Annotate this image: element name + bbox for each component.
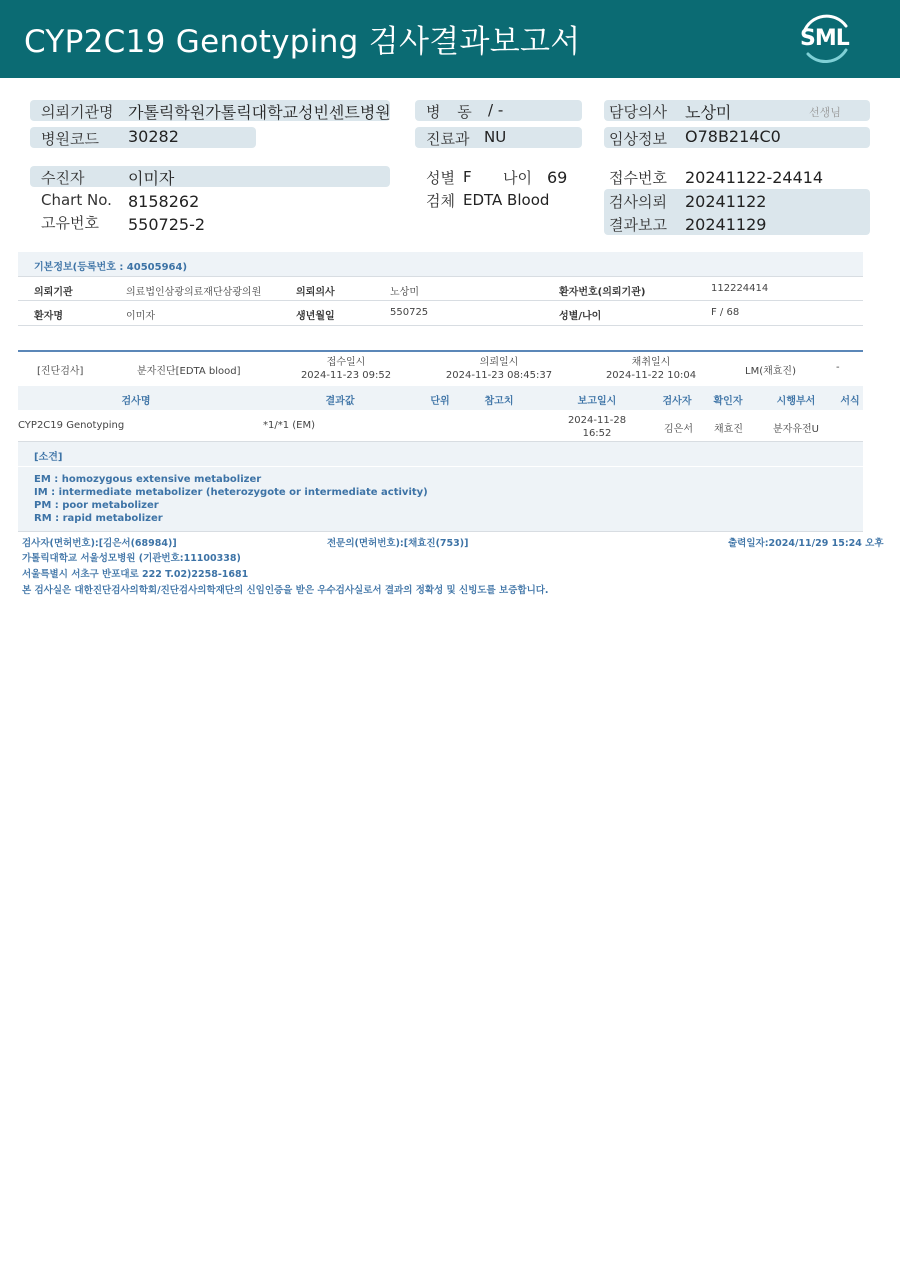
divider: [18, 276, 863, 277]
hospital-code-value: 30282: [128, 127, 179, 146]
col-unit: 단위: [430, 396, 450, 407]
footer-tester: 검사자(면허번호):[김은서(68984)]: [22, 538, 177, 549]
receipt-label: 접수번호: [609, 169, 667, 187]
diag-request: [444, 356, 554, 382]
chart-no-value: 8158262: [128, 192, 200, 211]
diag-collect-value: 2024-11-22 10:04: [605, 370, 697, 381]
report-label: 결과보고: [609, 216, 667, 234]
diag-type: 분자진단[EDTA blood]: [137, 366, 241, 377]
finding-line: EM : homozygous extensive metabolizer: [34, 474, 262, 485]
diag-category: [진단검사]: [37, 366, 84, 377]
department-value: NU: [484, 128, 507, 146]
basic-birth-label: 생년월일: [296, 311, 335, 322]
logo-text: SML: [800, 26, 849, 51]
basic-sexage-label: 성별/나이: [559, 311, 602, 322]
diag-collect: [600, 356, 702, 382]
doctor-value: 노상미: [685, 103, 732, 122]
basic-doc-label: 의뢰의사: [296, 287, 335, 298]
unique-no-value: 550725-2: [128, 215, 206, 234]
basic-birth-value: 550725: [390, 307, 429, 318]
ward-value: / -: [488, 101, 504, 119]
finding-line: PM : poor metabolizer: [34, 500, 159, 511]
diag-request-value: 2024-11-23 08:45:37: [445, 370, 553, 381]
footer-hospital: 가톨릭대학교 서울성모병원 (기관번호:11100338): [22, 553, 241, 564]
basic-inst-label: 의뢰기관: [34, 287, 73, 298]
col-form: 서식: [840, 396, 860, 407]
report-title: CYP2C19 Genotyping 검사결과보고서: [24, 24, 581, 60]
request-label: 검사의뢰: [609, 193, 667, 211]
patient-value: 이미자: [128, 169, 175, 188]
col-confirmer: 확인자: [713, 396, 743, 407]
divider: [18, 300, 863, 301]
finding-line: IM : intermediate metabolizer (heterozygote or intermediate activity): [34, 487, 428, 498]
unique-no-label: 고유번호: [41, 214, 99, 232]
hospital-code-label: 병원코드: [41, 130, 99, 148]
divider: [18, 325, 863, 326]
patient-label: 수진자: [41, 169, 85, 187]
age-value: 69: [547, 168, 568, 187]
result-dept: 분자유전U: [773, 424, 819, 435]
diag-collect-label: 채취일시: [631, 357, 671, 368]
divider: [18, 531, 863, 532]
sex-value: F: [463, 168, 472, 186]
sml-logo: [796, 12, 856, 66]
result-report-datetime: [566, 414, 628, 440]
institution-label: 의뢰기관명: [41, 103, 114, 121]
diag-dash: -: [836, 362, 840, 373]
col-result: 결과값: [325, 396, 355, 407]
doctor-label: 담당의사: [609, 103, 667, 121]
basic-pno-label: 환자번호(의뢰기관): [559, 287, 646, 298]
basic-pno-value: 112224414: [711, 283, 769, 294]
basic-name-label: 환자명: [34, 311, 63, 322]
footer-certification: 본 검사실은 대한진단검사의학회/진단검사의학재단의 신임인증을 받은 우수검사실로서 결과의 정확성 및 신빙도를 보증합니다.: [22, 585, 549, 596]
result-report-time: 16:52: [582, 428, 612, 439]
specimen-label: 검체: [426, 192, 455, 210]
diag-request-label: 의뢰일시: [479, 357, 519, 368]
basic-inst-value: 의료법인삼광의료재단삼광의원: [126, 287, 262, 298]
report-header: [0, 0, 900, 78]
col-dept: 시행부서: [776, 396, 816, 407]
specimen-value: EDTA Blood: [463, 191, 550, 209]
result-report-date: 2024-11-28: [567, 415, 627, 426]
clinical-value: O78B214C0: [685, 127, 781, 146]
result-confirmer: 채효진: [714, 424, 743, 435]
age-label: 나이: [503, 169, 532, 187]
footer-address: 서울특별시 서초구 반포대로 222 T.02)2258-1681: [22, 569, 249, 580]
footer-specialist: 전문의(면허번호):[채효진(753)]: [327, 538, 469, 549]
result-tester: 김은서: [664, 424, 693, 435]
result-value: *1/*1 (EM): [263, 420, 316, 431]
col-reference: 참고치: [484, 396, 514, 407]
receipt-value: 20241122-24414: [685, 168, 824, 187]
doctor-suffix: 선생님: [809, 106, 841, 119]
findings-title: [소견]: [34, 452, 63, 463]
ward-label: 병 동: [426, 103, 478, 121]
basic-doc-value: 노상미: [390, 287, 419, 298]
request-value: 20241122: [685, 192, 767, 211]
chart-no-label: Chart No.: [41, 191, 112, 209]
col-test-name: 검사명: [121, 396, 151, 407]
clinical-label: 임상정보: [609, 130, 667, 148]
diag-lm: LM(채효진): [745, 366, 796, 377]
sex-label: 성별: [426, 169, 455, 187]
report-value: 20241129: [685, 215, 767, 234]
basic-name-value: 이미자: [126, 311, 155, 322]
finding-line: RM : rapid metabolizer: [34, 513, 163, 524]
result-test-name: CYP2C19 Genotyping: [18, 420, 125, 431]
footer-printed: 출력일자:2024/11/29 15:24 오후: [728, 538, 884, 549]
basic-sexage-value: F / 68: [711, 307, 740, 318]
diag-receipt-label: 접수일시: [326, 357, 366, 368]
diag-receipt-value: 2024-11-23 09:52: [300, 370, 392, 381]
diag-receipt: [296, 356, 396, 382]
diag-top-rule: [18, 350, 863, 352]
col-report-date: 보고일시: [577, 396, 617, 407]
col-tester: 검사자: [662, 396, 692, 407]
basic-info-title: 기본정보(등록번호 : 40505964): [34, 262, 188, 273]
institution-value: 가톨릭학원가톨릭대학교성빈센트병원: [128, 103, 391, 122]
department-label: 진료과: [426, 130, 470, 148]
findings-divider: [18, 466, 863, 467]
